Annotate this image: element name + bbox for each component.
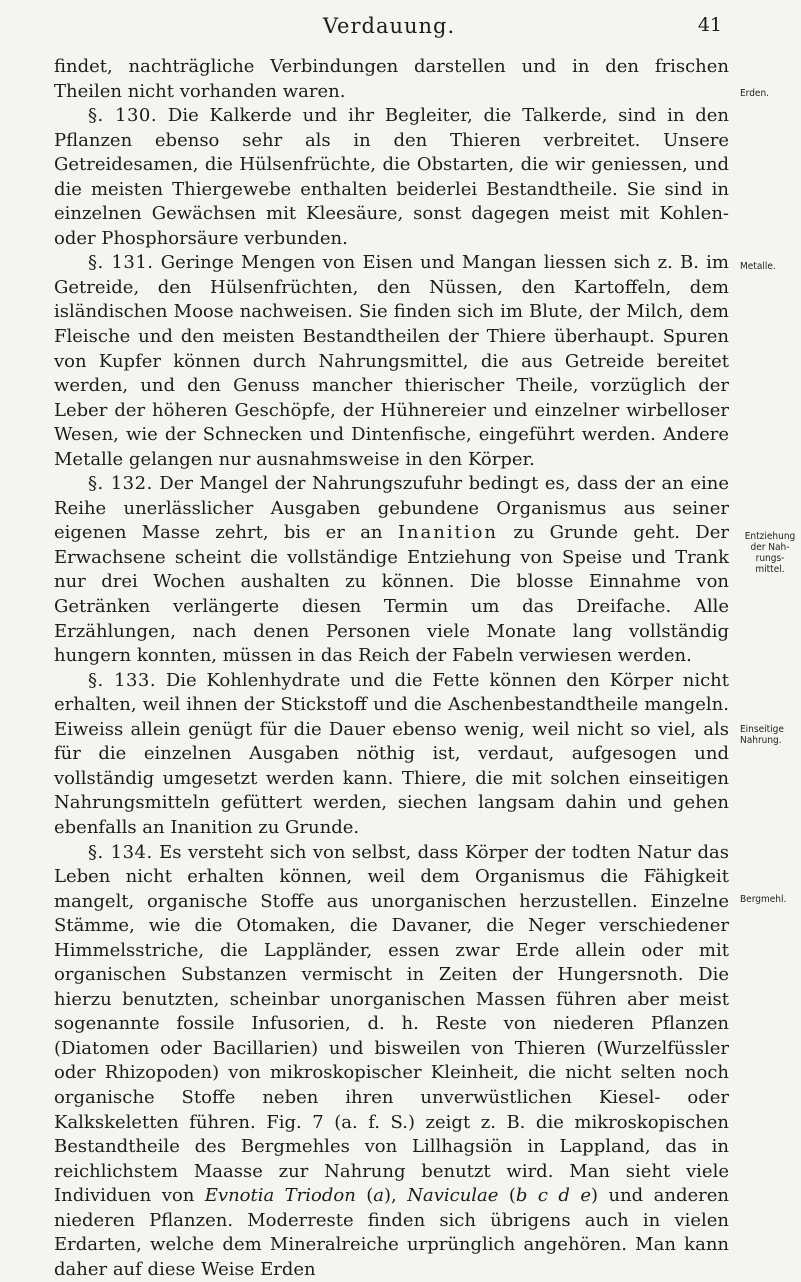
figure-letters: b c d e <box>516 1185 591 1206</box>
margin-note-line: Metalle. <box>740 261 800 272</box>
paragraph-text: ), <box>384 1185 407 1206</box>
paragraph-text: ( <box>498 1185 515 1206</box>
page-header <box>54 14 724 42</box>
section-number: §. 134. <box>88 842 153 863</box>
species-name: Evnotia Triodon <box>205 1185 356 1206</box>
margin-note-line: Nahrung. <box>740 735 800 746</box>
margin-note-line: rungs- <box>740 553 800 564</box>
paragraph-section-130 <box>54 104 729 251</box>
section-number: §. 132. <box>88 473 153 494</box>
paragraph-section-133 <box>54 669 729 841</box>
page-number: 41 <box>698 14 722 36</box>
margin-note-bergmehl <box>740 894 800 905</box>
paragraph-text: findet, nachträgliche Verbindungen darstellen und in den frischen Theilen nicht vorhanden waren. <box>54 56 729 102</box>
margin-note-line: mittel. <box>740 564 800 575</box>
margin-note-metalle <box>740 261 800 272</box>
margin-note-line: Entziehung <box>740 531 800 542</box>
margin-note-line: der Nah- <box>740 542 800 553</box>
paragraph-text: Die Kalkerde und ihr Begleiter, die Talkerde, sind in den Pflanzen ebenso sehr als in den Thieren verbreitet. Unsere Getreidesamen, die Hülsenfrüchte, die Obstarten, die wir geniessen, und die meisten Thiergewebe enthalten beiderlei Bestandtheile. Sie sind in einzelnen Gewächsen mit Kleesäure, sonst dagegen meist mit Kohlen- oder Phosphorsäure verbunden. <box>54 105 729 249</box>
paragraph-continuation <box>54 55 729 104</box>
paragraph-text: zu Grunde geht. Der Erwachsene scheint die vollständige Entziehung von Speise und Trank nur drei Wochen aushalten zu können. Die blosse Einnahme von Getränken verlängerte diesen Termin um das Dreifache. Alle Erzählungen, nach denen Personen viele Monate lang vollständig hungern konnten, müssen in das Reich der Fabeln verwiesen werden. <box>54 522 729 666</box>
margin-note-einseitige <box>740 724 800 746</box>
margin-note-line: Einseitige <box>740 724 800 735</box>
margin-note-line: Bergmehl. <box>740 894 800 905</box>
paragraph-section-134 <box>54 841 729 1282</box>
figure-letter: a <box>373 1185 384 1206</box>
paragraph-text: ) und anderen niederen Pflanzen. Moderreste finden sich übrigens auch in vielen Erdarten, welche dem Mineralreiche urprünglich angehören. Man kann daher auf diese Weise Erden <box>54 1185 729 1280</box>
paragraph-text: Es versteht sich von selbst, dass Körper der todten Natur das Leben nicht erhalten können, weil dem Organismus die Fähigkeit mangelt, organische Stoffe aus unorganischen herzustellen. Einzelne Stämme, wie die Otomaken, die Davaner, die Neger verschiedener Himmelsstriche, die Lappländer, essen zwar Erde allein oder mit organischen Substanzen vermischt in Zeiten der Hungersnoth. Die hierzu benutzten, scheinbar unorganischen Massen führen aber meist sogenannte fossile Infusorien, d. h. Reste von niederen Pflanzen (Diatomen oder Bacillarien) und bisweilen von Thieren (Wurzelfüssler oder Rhizopoden) von mikroskopischer Kleinheit, die nicht selten noch organische Stoffe neben ihren unverwüstlichen Kiesel- oder Kalkskeletten führen. Fig. 7 (a. f. S.) zeigt z. B. die mikroskopischen Bestandtheile des Bergmehles von Lillhagsiön in Lappland, das in reichlichstem Maasse zur Nahrung benutzt wird. Man sieht viele Individuen von <box>54 842 729 1207</box>
paragraph-section-131 <box>54 251 729 472</box>
paragraph-text: Der Mangel der Nahrungszufuhr bedingt es, dass der an eine Reihe unerlässlicher Ausgaben gebundene Organismus aus seiner eigenen Masse zehrt, bis er an <box>54 473 729 543</box>
paragraph-text: Die Kohlenhydrate und die Fette können den Körper nicht erhalten, weil ihnen der Stickstoff und die Aschenbestandtheile mangeln. Eiweiss allein genügt für die Dauer ebenso wenig, weil nicht so viel, als für die einzelnen Ausgaben nöthig ist, verdaut, aufgesogen und vollständig umgesetzt werden kann. Thiere, die mit solchen einseitigen Nahrungsmitteln gefüttert werden, siechen langsam dahin und gehen ebenfalls an Inanition zu Grunde. <box>54 670 729 838</box>
section-number: §. 130. <box>88 105 157 126</box>
emphasized-term: Inanition <box>398 522 498 543</box>
species-name: Naviculae <box>407 1185 498 1206</box>
paragraph-text: ( <box>356 1185 373 1206</box>
section-number: §. 133. <box>88 670 156 691</box>
margin-note-erden <box>740 88 800 99</box>
body-text <box>54 55 729 1282</box>
margin-note-line: Erden. <box>740 88 800 99</box>
section-number: §. 131. <box>88 252 154 273</box>
running-title: Verdauung. <box>54 14 724 38</box>
paragraph-section-132 <box>54 472 729 668</box>
paragraph-text: Geringe Mengen von Eisen und Mangan liessen sich z. B. im Getreide, den Hülsenfrüchten, den Nüssen, den Kartoffeln, dem isländischen Moose nachweisen. Sie finden sich im Blute, der Milch, dem Fleische und den meisten Bestandtheilen der Thiere überhaupt. Spuren von Kupfer können durch Nahrungsmittel, die aus Getreide bereitet werden, und den Genuss mancher thierischer Theile, vorzüglich der Leber der höheren Geschöpfe, der Hühnereier und einzelner wirbelloser Wesen, wie der Schnecken und Dintenfische, eingeführt werden. Andere Metalle gelangen nur ausnahmsweise in den Körper. <box>54 252 729 469</box>
margin-note-entziehung <box>740 531 800 575</box>
